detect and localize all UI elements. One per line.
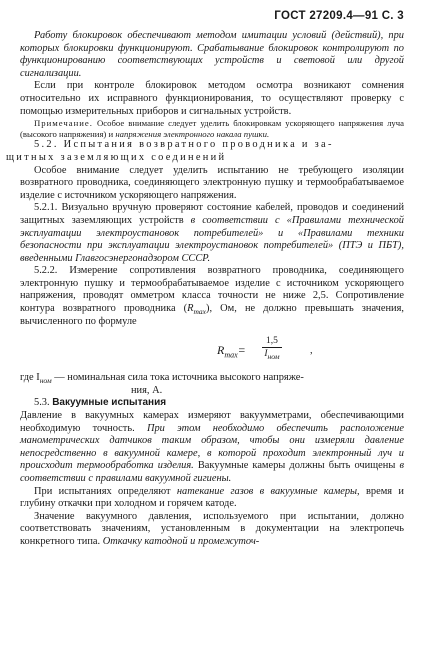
- section-5-2-heading: [6, 139, 404, 164]
- section-5-3-number: 5.3.: [34, 397, 50, 409]
- paragraph-vacuum-tests: При испытаниях определяют натекание газов в вакуумные камеры, время и глубину откачки при холодном и горячем катоде.: [20, 485, 404, 510]
- note-paragraph: [20, 118, 404, 139]
- paragraph-blocking-work: Работу блокировок обеспечивают методом имитации условий (действий), при которых блокировки функционируют. Срабатывание блокировок контролируют по функционированию соответствующих устройств и световой или другой сигнализации.: [20, 30, 404, 79]
- formula-r-max: [20, 334, 404, 368]
- section-5-3-heading: [20, 397, 404, 410]
- p-5-2-2-text-a: 5.2.2. Измерение сопротивления возвратного проводника, соединяющего электронную пушку и термообрабатываемое изделие с источником ускоряющего напряжения, проводят омметром класса точности не ниже 2,5. Сопротивление контура возвратного проводника (: [20, 265, 404, 315]
- document-body: [6, 30, 404, 549]
- formula-numerator: 1,5: [262, 336, 282, 348]
- where-line2: ния, А.: [131, 384, 163, 396]
- note-text-italic: напряжения электронного накала пушки.: [115, 128, 270, 139]
- formula-where-clause: [20, 372, 404, 397]
- r-max-symbol: R: [187, 303, 194, 315]
- paragraph-5-2-2: [20, 265, 404, 328]
- paragraph-blocking-doubts: Если при контроле блокировок методом осмотра возникают сомнения относительно их исправного функционирования, то осуществляют проверку с помощью измерительных приборов и сигнальных устройств.: [20, 80, 404, 117]
- formula-comma: ,: [310, 345, 313, 357]
- section-5-3-title: Вакуумные испытания: [52, 397, 167, 409]
- formula-lhs: $R_{max}=$: [217, 343, 246, 360]
- section-5-2-title-line2: щитных заземляющих соединений: [6, 151, 227, 163]
- paragraph-5-2-1: [20, 202, 404, 265]
- p-5-2-1-italic: в соответствии с «Правилами технической эксплуатации электроустановок потребителей» и «Правилами техники безопасности при эксплуатации электроустановок потребителей» (ПТЭ и ПБТ), введенными Главгосэнергонадзором СССР.: [20, 214, 404, 264]
- p-5-2-2-text-b: ), Ом, не должно превышать значения, вычисленного по формуле: [20, 303, 404, 327]
- paragraph-vacuum-pressure: Давление в вакуумных камерах измеряют вакуумметрами, обеспечивающими необходимую точность. При этом необходимо обеспечить расположение манометрических датчиков таким образом, чтобы они измеряли давление непосредственно в вакуумной камере, в которой проходит электронный луч и происходит термообработка изделия. Вакуумные камеры должны быть очищены в соответствии с правилами вакуумной гигиены.: [20, 410, 404, 484]
- formula-denominator: $I_{ном}$: [264, 349, 280, 362]
- p-5-2-1-text: 5.2.1. Визуально вручную проверяют состояние кабелей, проводов и соединений защитных заземляющих устройств: [20, 202, 404, 226]
- where-line1: где $I_{ном}$ — номинальная сила тока источника высокого напряже-: [20, 372, 304, 386]
- paragraph-vacuum-value: Значение вакуумного давления, используемого при испытании, должно соответствовать значениям, установленным в документации на электропечь конкретного типа. Откачку катодной и промежуточ-: [20, 510, 404, 547]
- note-text: Особое внимание следует уделить блокировкам ускоряющего напряжения луча (высокого напряжения) и: [20, 118, 404, 139]
- r-max-subscript: max: [193, 307, 206, 317]
- paragraph-return-conductor: Особое внимание следует уделить испытанию не требующего изоляции возвратного проводника, соединяющего электронную пушку и термообрабатываемое изделие с источником ускоряющего напряжения.: [20, 164, 404, 201]
- page-header: ГОСТ 27209.4—91 С. 3: [274, 10, 404, 22]
- section-5-2-title-line1: 5.2. Испытания возвратного проводника и за-: [34, 139, 334, 151]
- note-label: Примечание.: [34, 118, 93, 129]
- formula-fraction: [262, 336, 282, 360]
